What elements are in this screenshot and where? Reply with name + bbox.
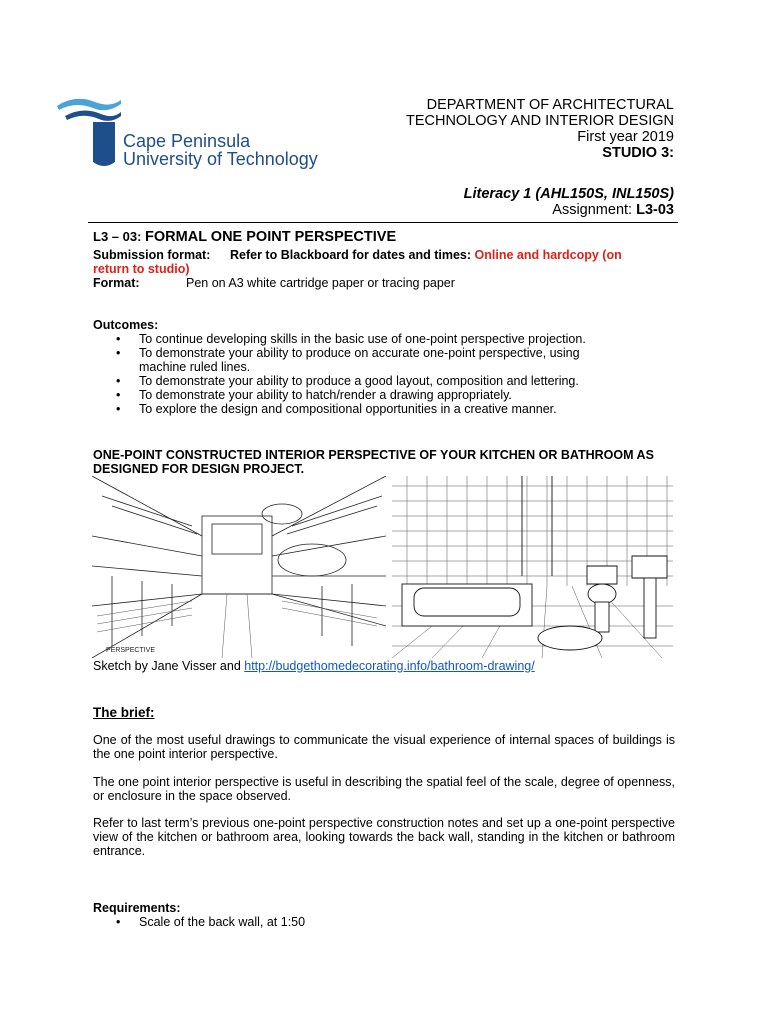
image-caption bbox=[93, 659, 535, 673]
assignment-line bbox=[464, 202, 674, 218]
bullet: • bbox=[116, 915, 121, 929]
submission-red-2: return to studio) bbox=[93, 262, 190, 276]
requirement-text: Scale of the back wall, at 1:50 bbox=[139, 915, 306, 929]
section-heading: ONE-POINT CONSTRUCTED INTERIOR PERSPECTIVE OF YOUR KITCHEN OR BATHROOM AS DESIGNED FOR DESIGN PROJECT. bbox=[93, 448, 654, 476]
university-name bbox=[123, 132, 318, 168]
year: First year 2019 bbox=[577, 129, 674, 145]
dept-line-1: DEPARTMENT OF ARCHITECTURAL bbox=[426, 97, 674, 113]
list-item: • To explore the design and compositional opportunities in a creative manner. bbox=[93, 402, 653, 416]
brief-paragraph-1: One of the most useful drawings to communicate the visual experience of internal spaces of buildings is the one point interior perspective. bbox=[93, 733, 675, 761]
header-divider bbox=[88, 222, 678, 223]
format-text: Pen on A3 white cartridge paper or tracing paper bbox=[186, 276, 455, 290]
dept-line-2: TECHNOLOGY AND INTERIOR DESIGN bbox=[405, 113, 674, 129]
cput-logo-icon bbox=[55, 92, 125, 172]
list-item bbox=[93, 915, 653, 929]
bathroom-drawing-image bbox=[392, 476, 673, 658]
title-main: FORMAL ONE POINT PERSPECTIVE bbox=[145, 229, 397, 245]
list-item: • To demonstrate your ability to produce on accurate one-point perspective, using machine ruled lines. bbox=[93, 346, 653, 374]
outcomes-heading: Outcomes: bbox=[93, 318, 159, 332]
department-header bbox=[406, 97, 674, 161]
list-item: • To demonstrate your ability to hatch/render a drawing appropriately. bbox=[93, 388, 653, 402]
outcomes-section bbox=[93, 318, 653, 416]
logo-line-2: University of Technology bbox=[123, 149, 318, 169]
format-label: Format: bbox=[93, 276, 140, 290]
bathroom-drawing-link[interactable]: http://budgethomedecorating.info/bathroom-drawing/ bbox=[244, 659, 535, 673]
list-item: • To continue developing skills in the basic use of one-point perspective projection. bbox=[93, 332, 653, 346]
brief-heading: The brief: bbox=[93, 705, 155, 720]
title-prefix: L3 – 03: bbox=[93, 229, 146, 244]
list-item: • To demonstrate your ability to produce a good layout, composition and lettering. bbox=[93, 374, 653, 388]
submission-red-1: Online and hardcopy (on bbox=[474, 248, 622, 262]
caption-text: Sketch by Jane Visser and bbox=[93, 659, 245, 673]
logo-line-1: Cape Peninsula bbox=[123, 131, 251, 151]
studio: STUDIO 3: bbox=[602, 145, 674, 161]
course-block bbox=[464, 186, 674, 218]
page-title bbox=[93, 229, 396, 245]
assignment-code: L3-03 bbox=[636, 202, 674, 218]
requirements-section bbox=[93, 901, 653, 929]
assignment-label: Assignment: bbox=[552, 202, 637, 218]
brief-paragraph-2: The one point interior perspective is useful in describing the spatial feel of the scale, degree of openness, or enclosure in the space observed. bbox=[93, 775, 675, 803]
submission-format bbox=[93, 248, 653, 276]
sketch-label: PERSPECTIVE bbox=[106, 647, 156, 654]
submission-text: Refer to Blackboard for dates and times: bbox=[230, 248, 472, 262]
requirements-heading: Requirements: bbox=[93, 901, 181, 915]
kitchen-sketch-image bbox=[92, 476, 386, 658]
brief-paragraph-3: Refer to last term’s previous one-point perspective construction notes and set up a one-point perspective view of the kitchen or bathroom area, looking towards the back wall, standing in the kitchen or bathroom entrance. bbox=[93, 816, 675, 858]
submission-label: Submission format: bbox=[93, 248, 211, 262]
outcomes-list bbox=[93, 332, 653, 416]
course-title: Literacy 1 (AHL150S, INL150S) bbox=[463, 186, 674, 202]
format-line bbox=[93, 276, 455, 290]
